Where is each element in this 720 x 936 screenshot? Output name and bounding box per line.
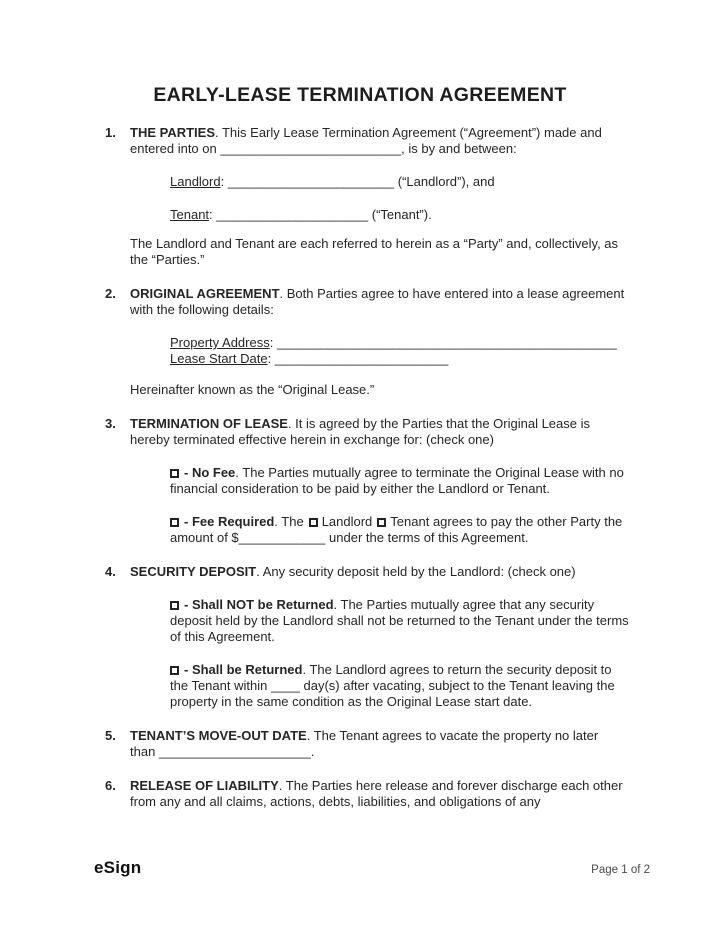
parties-note: The Landlord and Tenant are each referred to herein as a “Party” and, collectively, as the “Parties.” [130,236,619,267]
fee-landlord-checkbox[interactable] [309,518,318,527]
section-number: 4. [105,564,116,579]
not-returned-checkbox[interactable] [170,601,179,610]
lease-start-date-line [170,351,633,367]
fee-tenant-checkbox[interactable] [377,518,386,527]
section-heading: ORIGINAL AGREEMENT [130,286,280,301]
move-out-date-blank[interactable]: _____________________ [158,744,311,759]
returned-checkbox[interactable] [170,666,179,675]
section-number: 3. [105,416,116,431]
option-label: - Shall be Returned [184,662,303,677]
body-text: . The Parties mutually agree that any security deposit held by the Landlord shall not be returned to the Tenant under the terms of this Agreement. [170,597,629,644]
section-original-agreement [105,286,626,398]
section-termination-of-lease [105,416,626,546]
no-fee-checkbox[interactable] [170,469,179,478]
release-text [130,778,626,810]
section-heading: RELEASE OF LIABILITY [130,778,279,793]
lease-start-date-blank[interactable]: ________________________ [274,351,449,366]
body-text: : [220,174,228,189]
lease-details-fields [170,335,633,367]
option-not-returned [170,597,633,645]
section-heading: TENANT’S MOVE-OUT DATE [130,728,307,743]
section-move-out-date [105,728,626,760]
esign-logo: eSign [94,858,142,877]
body-text: . It is agreed by the Parties that the Original Lease is hereby terminated effective herein in exchange for: (check one) [130,416,590,447]
body-text: : [209,207,217,222]
option-label: - Fee Required [184,514,275,529]
landlord-label: Landlord [170,174,221,189]
body-text: : [269,335,277,350]
document-title: EARLY-LEASE TERMINATION AGREEMENT [153,84,567,106]
body-text: . The Parties mutually agree to terminate the Original Lease with no financial consideration to be paid by either the Landlord or Tenant. [170,465,624,496]
body-text: . [310,744,315,759]
section-heading: SECURITY DEPOSIT [130,564,257,579]
body-text: . Both Parties agree to have entered into a lease agreement with the following details: [130,286,625,317]
body-text: (“Tenant”). [368,207,432,222]
body-text: . The Landlord agrees to return the security deposit to the Tenant within [170,662,612,693]
property-address-blank[interactable]: _______________________________________________ [276,335,617,350]
page-number: Page 1 of 2 [591,864,650,876]
body-text: Landlord [321,514,373,529]
days-blank[interactable]: ____ [270,678,300,693]
option-label: - Shall NOT be Returned [184,597,334,612]
option-no-fee [170,465,633,497]
section-number: 1. [105,125,116,140]
termination-intro [130,416,626,448]
section-heading: TERMINATION OF LEASE [130,416,288,431]
landlord-line [170,174,633,190]
option-fee-required [170,514,633,546]
section-number: 6. [105,778,116,793]
section-security-deposit [105,564,629,710]
tenant-label: Tenant [170,207,210,222]
agreement-date-blank[interactable]: _________________________ [220,141,402,156]
parties-intro [130,125,626,157]
section-the-parties [105,125,626,268]
move-out-text [130,728,626,760]
body-text: , is by and between: [401,141,517,156]
section-heading: THE PARTIES [130,125,215,140]
tenant-name-blank[interactable]: _____________________ [216,207,369,222]
body-text: (“Landlord”), and [394,174,495,189]
landlord-name-blank[interactable]: _______________________ [227,174,395,189]
section-number: 5. [105,728,116,743]
property-address-line [170,335,633,351]
section-number: 2. [105,286,116,301]
body-text: . Any security deposit held by the Landlord: (check one) [256,564,576,579]
fee-required-checkbox[interactable] [170,518,179,527]
document-body [105,125,629,810]
property-address-label: Property Address [170,335,270,350]
body-text: . The Tenant agrees to vacate the property no later than [130,728,599,759]
tenant-line [170,207,633,223]
section-release-of-liability [105,778,626,810]
security-deposit-intro [130,564,626,580]
body-text: : [267,351,275,366]
body-text: . The Parties here release and forever discharge each other from any and all claims, actions, debts, liabilities, and obligations of any [130,778,623,809]
body-text: . The [274,514,304,529]
original-agreement-intro [130,286,626,318]
fee-amount-blank[interactable]: ____________ [238,530,326,545]
body-text: . This Early Lease Termination Agreement (“Agreement”) made and entered into on [130,125,602,156]
body-text: Tenant agrees to pay the other Party the amount of $ [170,514,623,545]
option-returned [170,662,633,710]
body-text: under the terms of this Agreement. [325,530,529,545]
page-footer [94,858,650,878]
body-text: day(s) after vacating, subject to the Tenant leaving the property in the same condition as the Original Lease start date. [170,678,615,709]
original-lease-note: Hereinafter known as the “Original Lease.” [130,382,375,397]
option-label: - No Fee [184,465,236,480]
lease-start-date-label: Lease Start Date [170,351,268,366]
